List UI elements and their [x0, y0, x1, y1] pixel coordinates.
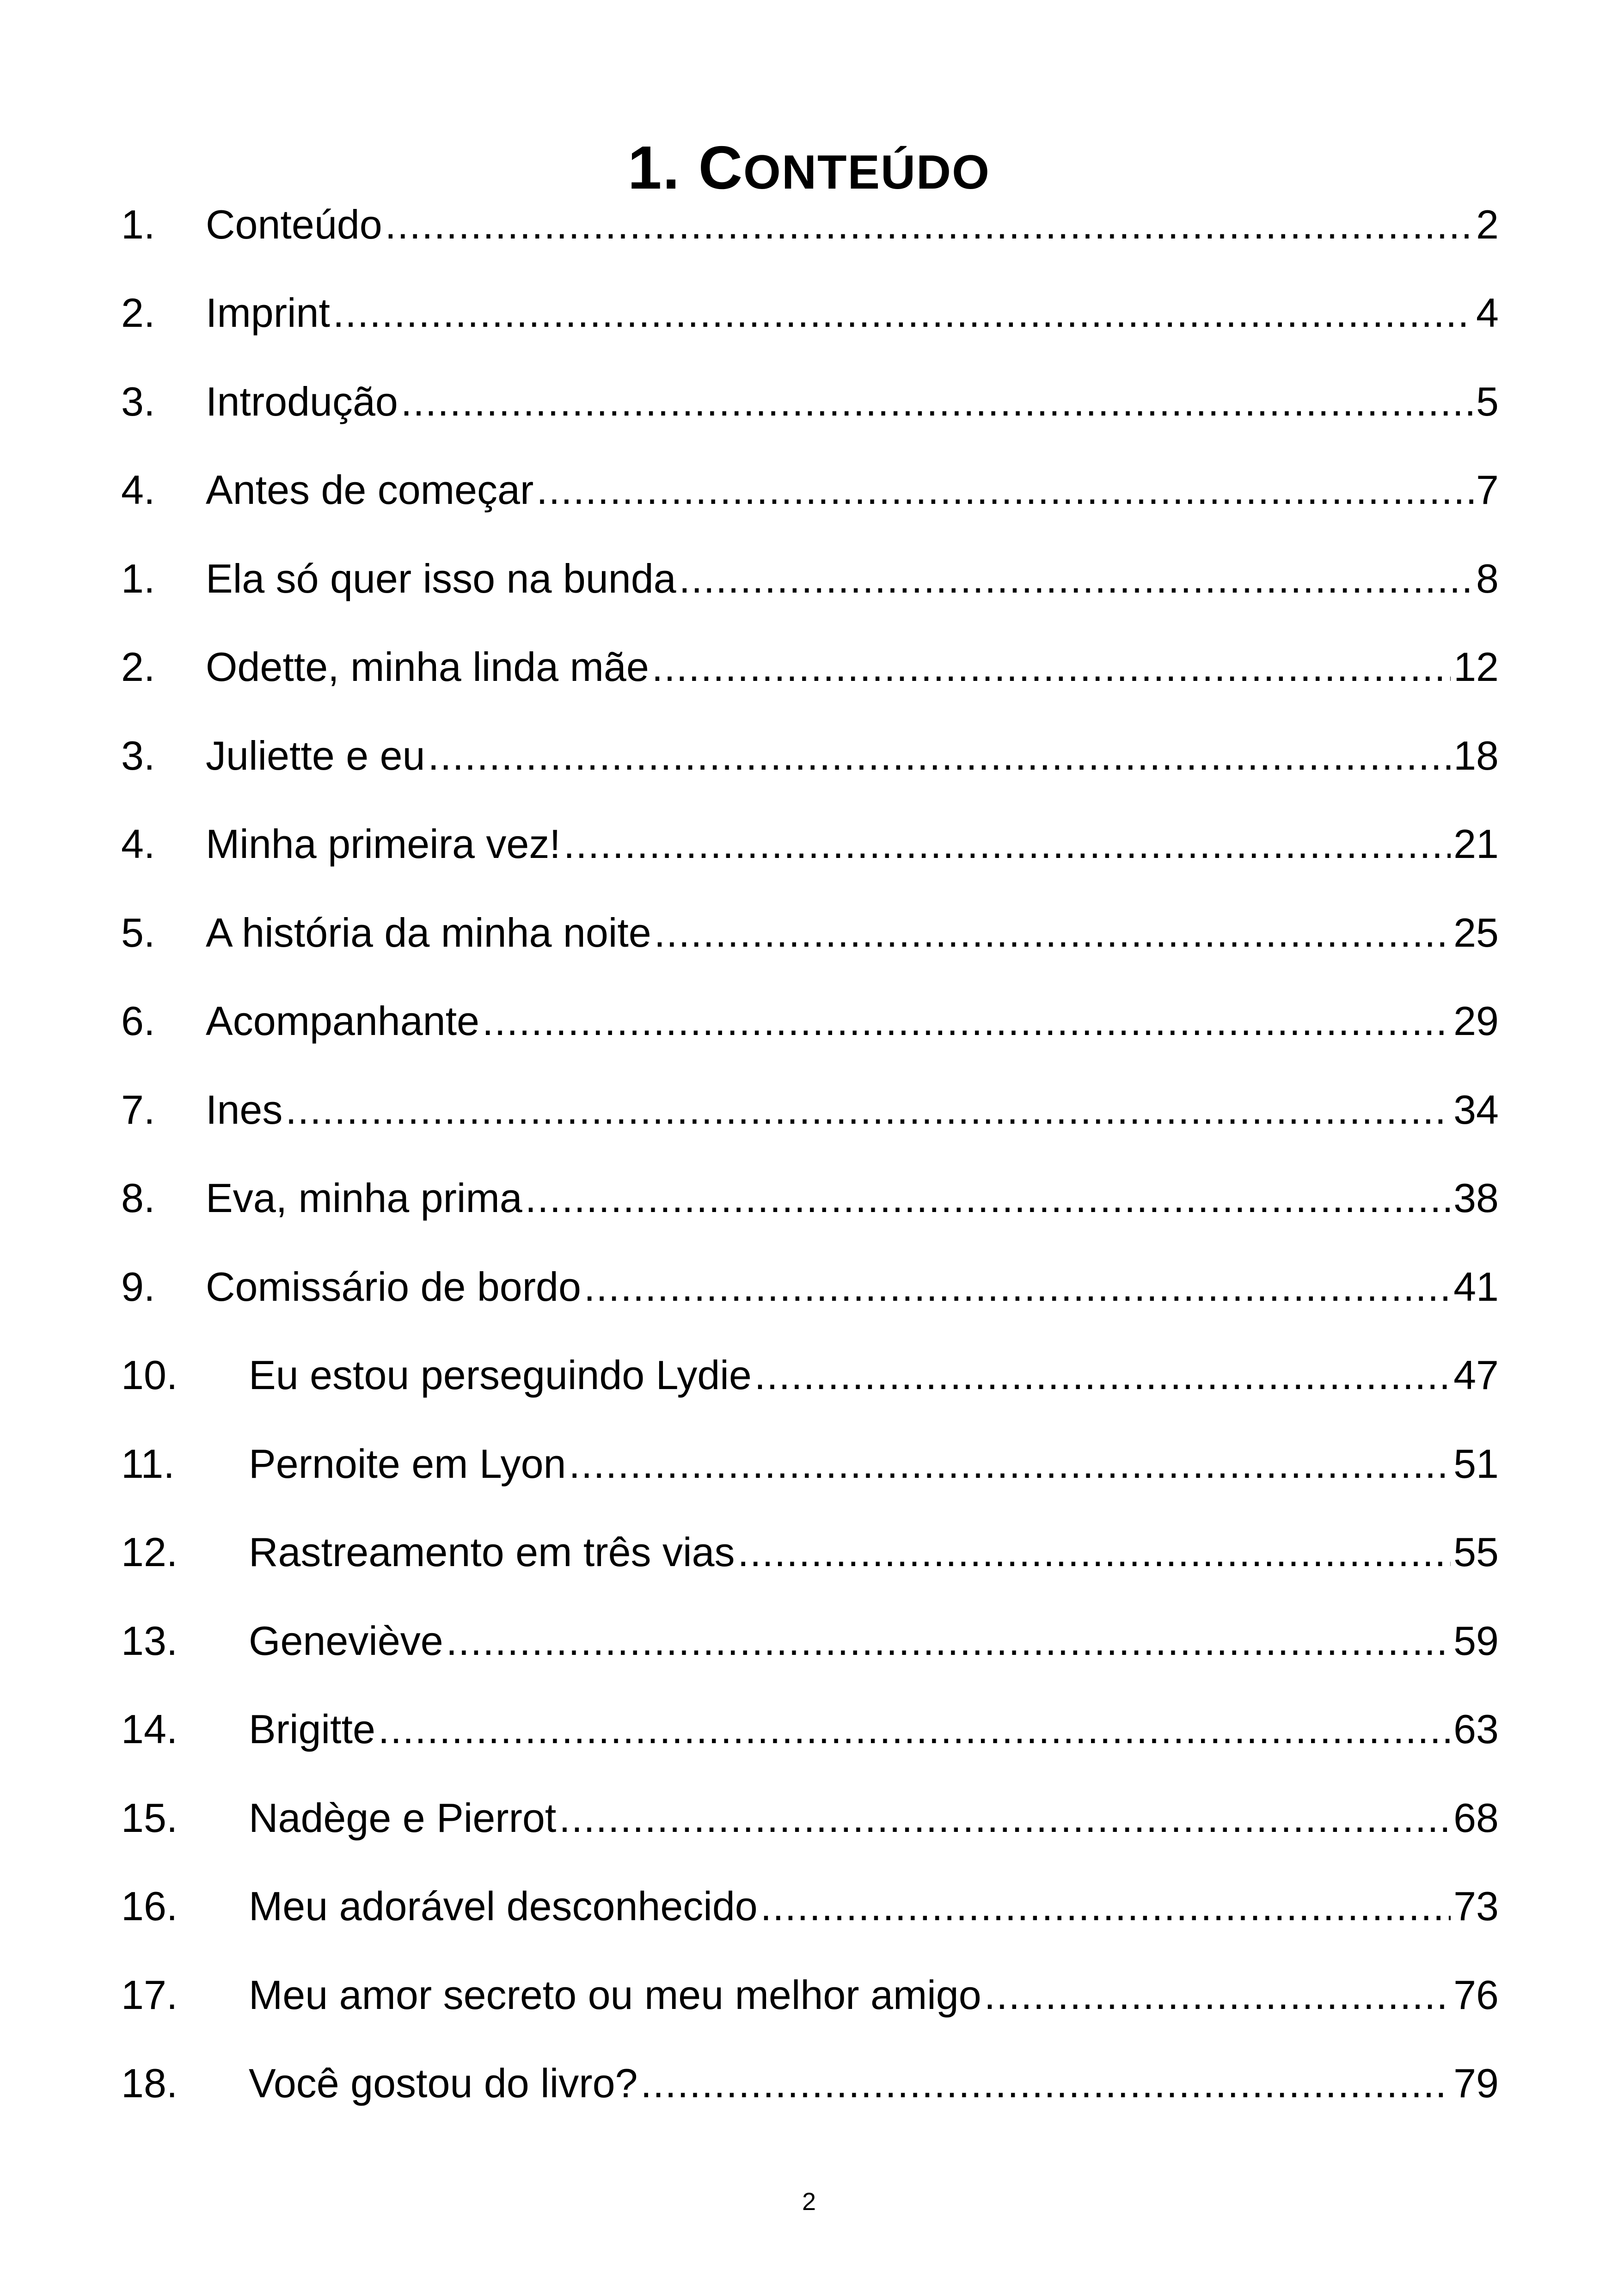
toc-entry-title: Brigitte [249, 1706, 375, 1752]
toc-entry-title: Rastreamento em três vias [249, 1529, 735, 1575]
toc-entry-number: 7. [121, 1086, 155, 1133]
toc-entry-number: 14. [121, 1706, 178, 1752]
toc-entry[interactable] [121, 888, 1499, 977]
toc-dot-leader [654, 907, 1451, 958]
toc-dot-leader [584, 1261, 1451, 1312]
toc-entry[interactable] [121, 1774, 1499, 1862]
toc-dot-leader [525, 1173, 1451, 1224]
toc-entry-title: Nadège e Pierrot [249, 1794, 557, 1841]
toc-entry-number: 1. [121, 201, 155, 247]
toc-entry-page: 4 [1476, 290, 1499, 336]
toc-entry-number: 4. [121, 467, 155, 513]
toc-entry-number: 3. [121, 378, 155, 424]
toc-entry-title: Pernoite em Lyon [249, 1440, 566, 1487]
toc-entry-number: 18. [121, 2060, 178, 2106]
toc-entry-title: Acompanhante [206, 998, 479, 1044]
page-number: 2 [802, 2188, 816, 2216]
toc-entry-number: 4. [121, 821, 155, 867]
toc-entry-page: 38 [1453, 1175, 1499, 1221]
toc-dot-leader [652, 642, 1451, 692]
toc-dot-leader [446, 1616, 1451, 1666]
toc-entry-number: 2. [121, 290, 155, 336]
toc-entry-page: 7 [1476, 467, 1499, 513]
toc-entry[interactable] [121, 180, 1499, 269]
toc-entry-title: Imprint [206, 290, 330, 336]
toc-dot-leader [564, 819, 1451, 869]
toc-dot-leader [333, 288, 1473, 338]
toc-entry[interactable] [121, 1154, 1499, 1243]
toc-dot-leader [559, 1793, 1451, 1843]
toc-entry-title: Odette, minha linda mãe [206, 644, 649, 690]
toc-entry[interactable] [121, 1862, 1499, 1951]
toc-entry[interactable] [121, 1685, 1499, 1774]
toc-dot-leader [385, 199, 1473, 250]
toc-entry[interactable] [121, 800, 1499, 889]
toc-entry[interactable] [121, 269, 1499, 358]
toc-entry-number: 1. [121, 555, 155, 601]
toc-dot-leader [569, 1439, 1451, 1489]
toc-entry[interactable] [121, 446, 1499, 535]
toc-entry-page: 51 [1453, 1440, 1499, 1487]
toc-entry-page: 73 [1453, 1883, 1499, 1929]
toc-entry[interactable] [121, 1508, 1499, 1597]
toc-entry-number: 10. [121, 1352, 178, 1398]
toc-entry-page: 76 [1453, 1971, 1499, 2018]
toc-entry-number: 6. [121, 998, 155, 1044]
toc-entry-number: 9. [121, 1263, 155, 1310]
toc-entry[interactable] [121, 623, 1499, 712]
toc-entry[interactable] [121, 1065, 1499, 1154]
toc-entry-page: 68 [1453, 1794, 1499, 1841]
toc-entry-title: Ines [206, 1086, 283, 1133]
toc-dot-leader [378, 1704, 1451, 1755]
toc-entry-page: 21 [1453, 821, 1499, 867]
toc-entry-page: 18 [1453, 732, 1499, 778]
toc-entry-page: 41 [1453, 1263, 1499, 1310]
toc-entry-title: Meu adorável desconhecido [249, 1883, 758, 1929]
toc-dot-leader [536, 465, 1473, 515]
toc-entry-page: 8 [1476, 555, 1499, 601]
page-title-initial: C [698, 134, 744, 202]
toc-dot-leader [401, 376, 1473, 427]
toc-dot-leader [285, 1084, 1451, 1135]
toc-dot-leader [754, 1350, 1451, 1401]
toc-entry-page: 12 [1453, 644, 1499, 690]
table-of-contents [121, 180, 1499, 2128]
toc-entry[interactable] [121, 1951, 1499, 2039]
toc-entry-title: Antes de começar [206, 467, 534, 513]
toc-entry[interactable] [121, 1420, 1499, 1508]
toc-entry-title: Conteúdo [206, 201, 382, 247]
toc-entry[interactable] [121, 1597, 1499, 1685]
toc-dot-leader [760, 1881, 1451, 1932]
toc-entry-page: 55 [1453, 1529, 1499, 1575]
toc-entry-number: 16. [121, 1883, 178, 1929]
toc-entry-title: Introdução [206, 378, 398, 424]
toc-entry-page: 59 [1453, 1617, 1499, 1664]
toc-entry-page: 25 [1453, 909, 1499, 955]
toc-entry-number: 2. [121, 644, 155, 690]
toc-entry[interactable] [121, 534, 1499, 623]
toc-entry-title: Ela só quer isso na bunda [206, 555, 676, 601]
toc-entry-title: Geneviève [249, 1617, 443, 1664]
toc-entry-page: 63 [1453, 1706, 1499, 1752]
toc-entry-number: 3. [121, 732, 155, 778]
toc-entry-number: 8. [121, 1175, 155, 1221]
toc-dot-leader [482, 996, 1451, 1047]
toc-entry-page: 5 [1476, 378, 1499, 424]
toc-entry[interactable] [121, 711, 1499, 800]
toc-entry-page: 34 [1453, 1086, 1499, 1133]
toc-dot-leader [738, 1527, 1451, 1578]
toc-entry-title: Juliette e eu [206, 732, 425, 778]
toc-entry-number: 17. [121, 1971, 178, 2018]
toc-entry-title: Você gostou do livro? [249, 2060, 638, 2106]
toc-entry[interactable] [121, 2039, 1499, 2128]
toc-entry[interactable] [121, 1243, 1499, 1331]
toc-entry-page: 2 [1476, 201, 1499, 247]
toc-entry-title: Eva, minha prima [206, 1175, 522, 1221]
toc-entry-page: 79 [1453, 2060, 1499, 2106]
toc-dot-leader [640, 2058, 1451, 2109]
toc-entry-number: 12. [121, 1529, 178, 1575]
toc-entry-title: A história da minha noite [206, 909, 651, 955]
page-title-rest: ONTEÚDO [743, 146, 991, 200]
page-title-number: 1. [627, 134, 681, 202]
toc-entry-title: Meu amor secreto ou meu melhor amigo [249, 1971, 981, 2018]
toc-dot-leader [679, 553, 1473, 604]
toc-dot-leader [428, 730, 1451, 781]
toc-entry-number: 15. [121, 1794, 178, 1841]
toc-entry[interactable] [121, 1331, 1499, 1420]
toc-dot-leader [984, 1970, 1451, 2020]
toc-entry-number: 5. [121, 909, 155, 955]
toc-entry-number: 13. [121, 1617, 178, 1664]
toc-entry-title: Comissário de bordo [206, 1263, 581, 1310]
toc-entry-page: 47 [1453, 1352, 1499, 1398]
toc-entry-number: 11. [121, 1440, 175, 1487]
toc-entry-title: Eu estou perseguindo Lydie [249, 1352, 752, 1398]
toc-entry[interactable] [121, 977, 1499, 1066]
toc-entry-title: Minha primeira vez! [206, 821, 561, 867]
toc-entry[interactable] [121, 357, 1499, 446]
toc-entry-page: 29 [1453, 998, 1499, 1044]
